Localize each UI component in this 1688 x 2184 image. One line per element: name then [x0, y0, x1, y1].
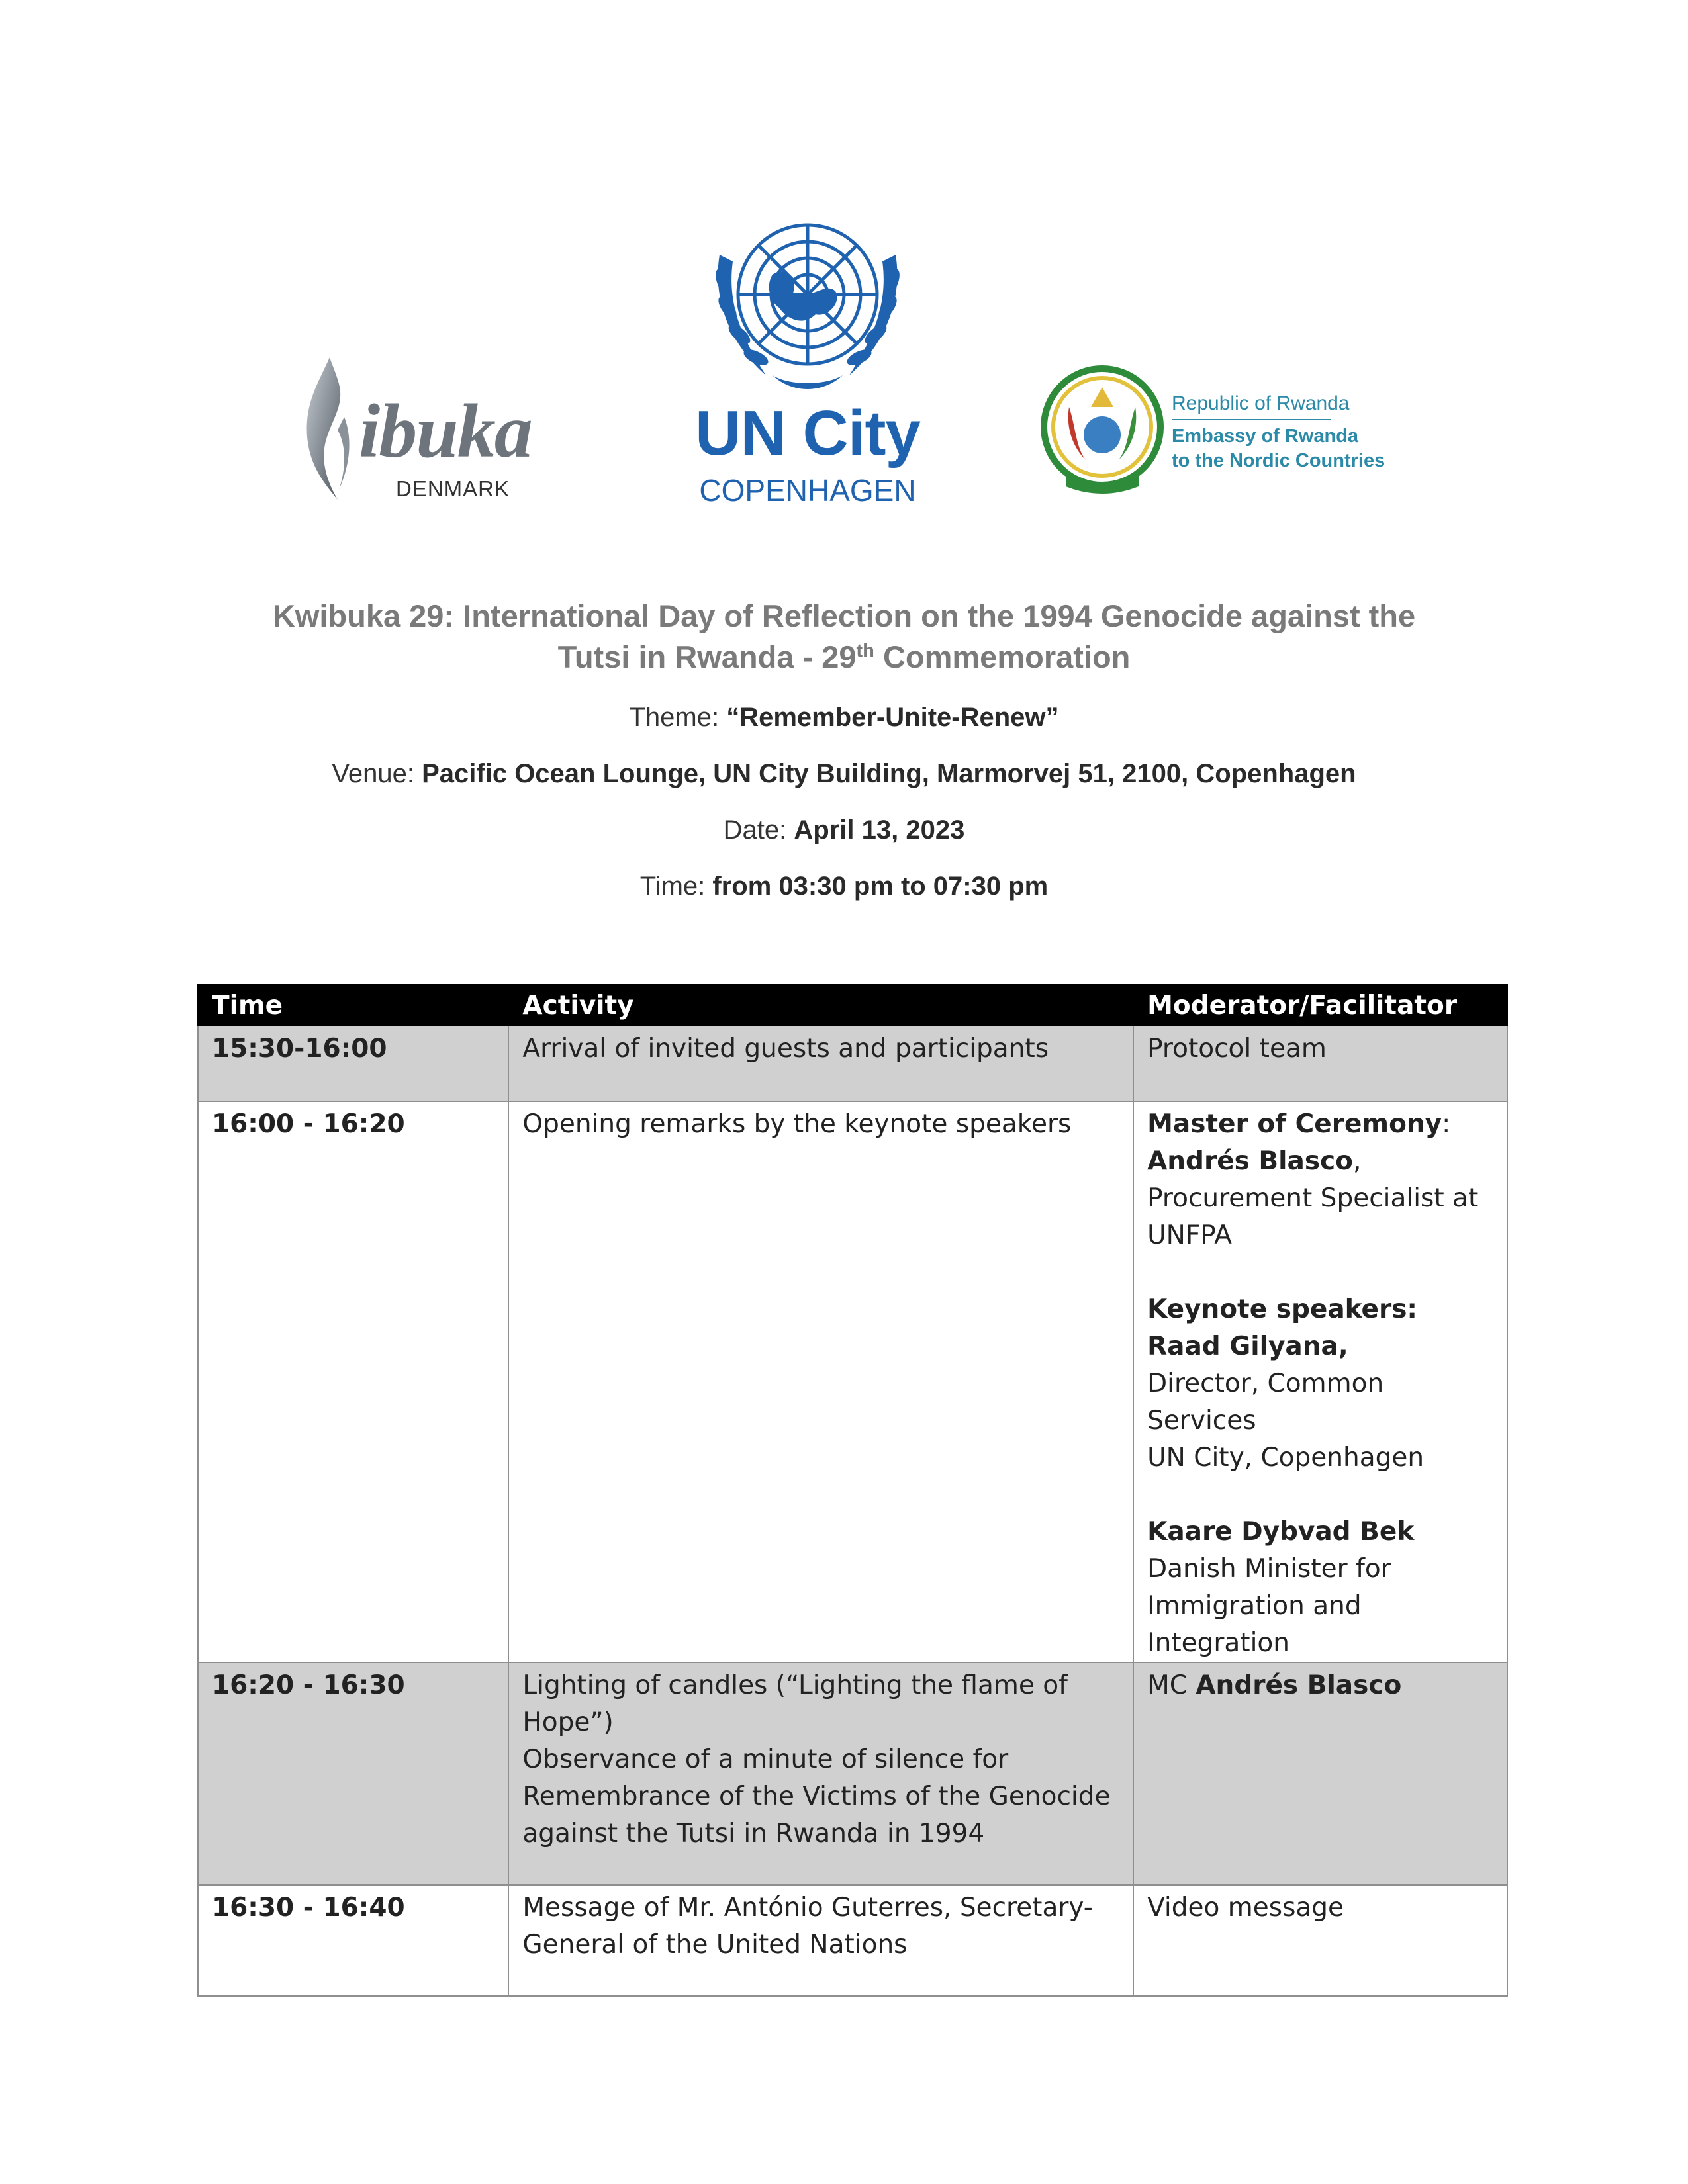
row-time: 16:20 - 16:30: [198, 1662, 508, 1885]
mc-label: Master of Ceremony: [1147, 1109, 1442, 1139]
keynote-speaker-2-block: [1147, 1514, 1493, 1662]
rwanda-divider: [1172, 419, 1331, 420]
rwanda-embassy-text: Embassy of Rwanda: [1172, 426, 1359, 447]
ibuka-subtitle: DENMARK: [396, 477, 510, 501]
speaker-1-role: Director, Common Services: [1147, 1369, 1384, 1435]
row-time: 16:00 - 16:20: [198, 1101, 508, 1662]
venue-label: Venue:: [332, 759, 422, 788]
row-activity: [508, 1662, 1133, 1885]
ibuka-denmark-logo: [298, 351, 556, 510]
keynote-speaker-1-block: [1147, 1291, 1493, 1477]
mc-name: Andrés Blasco: [1147, 1146, 1353, 1176]
keynote-label: Keynote speakers:: [1147, 1295, 1418, 1324]
mc-role: Procurement Specialist at UNFPA: [1147, 1183, 1479, 1250]
ibuka-wordmark: ibuka: [359, 389, 532, 474]
activity-line-1: Lighting of candles (“Lighting the flame of Hope”): [522, 1670, 1068, 1737]
activity-line-2: Observance of a minute of silence for Remembrance of the Victims of the Genocide against the Tutsi in Rwanda in 1994: [522, 1745, 1111, 1848]
column-header-activity: Activity: [508, 985, 1133, 1026]
venue-line: [199, 759, 1489, 789]
rwanda-seal-icon: [1039, 361, 1165, 500]
title-line-1: Kwibuka 29: International Day of Reflection on the 1994 Genocide against the: [272, 598, 1416, 633]
un-emblem-icon: [693, 202, 922, 404]
venue-value: Pacific Ocean Lounge, UN City Building, Marmorvej 51, 2100, Copenhagen: [422, 759, 1356, 788]
speaker-2-name: Kaare Dybvad Bek: [1147, 1517, 1415, 1547]
table-row: [198, 1101, 1507, 1662]
theme-line: [199, 703, 1489, 733]
row-moderator: MC Andrés Blasco: [1133, 1662, 1507, 1885]
speaker-1-org: UN City, Copenhagen: [1147, 1443, 1425, 1473]
row-activity: Opening remarks by the keynote speakers: [508, 1101, 1133, 1662]
document-title: [199, 596, 1489, 678]
row-time: 16:30 - 16:40: [198, 1885, 508, 1996]
row-time: 15:30-16:00: [198, 1026, 508, 1101]
un-city-copenhagen-logo: [688, 199, 927, 510]
row-activity: Arrival of invited guests and participants: [508, 1026, 1133, 1101]
programme-table: [197, 984, 1508, 1997]
un-city-title: UN City: [695, 398, 920, 469]
row-moderator: Protocol team: [1133, 1026, 1507, 1101]
date-value: April 13, 2023: [794, 815, 965, 844]
moderator-name: Andrés Blasco: [1196, 1670, 1402, 1700]
theme-value: “Remember-Unite-Renew”: [726, 703, 1059, 732]
speaker-2-role: Danish Minister for Immigration and Integration: [1147, 1554, 1391, 1658]
date-line: [199, 815, 1489, 845]
speaker-1-name: Raad Gilyana,: [1147, 1332, 1348, 1361]
master-of-ceremony-block: Master of Ceremony: Andrés Blasco, Procurement Specialist at UNFPA: [1147, 1106, 1493, 1254]
column-header-time: Time: [198, 985, 508, 1026]
flame-icon: [298, 357, 357, 503]
row-activity: Message of Mr. António Guterres, Secretary-General of the United Nations: [508, 1885, 1133, 1996]
un-city-subtitle: COPENHAGEN: [699, 473, 916, 508]
rwanda-nordic-text: to the Nordic Countries: [1172, 450, 1385, 471]
column-header-moderator: Moderator/Facilitator: [1133, 985, 1507, 1026]
table-header-row: [198, 985, 1507, 1026]
theme-label: Theme:: [629, 703, 727, 732]
time-value: from 03:30 pm to 07:30 pm: [712, 872, 1049, 901]
time-label: Time:: [639, 872, 713, 901]
rwanda-embassy-logo: [1039, 361, 1410, 506]
rwanda-republic-text: Republic of Rwanda: [1172, 392, 1350, 414]
title-line-2: Tutsi in Rwanda - 29th Commemoration: [557, 639, 1131, 674]
table-row: [198, 1026, 1507, 1101]
table-row: [198, 1662, 1507, 1885]
time-line: [199, 872, 1489, 901]
row-moderator: Video message: [1133, 1885, 1507, 1996]
table-row: [198, 1885, 1507, 1996]
row-moderator: [1133, 1101, 1507, 1662]
date-label: Date:: [723, 815, 794, 844]
